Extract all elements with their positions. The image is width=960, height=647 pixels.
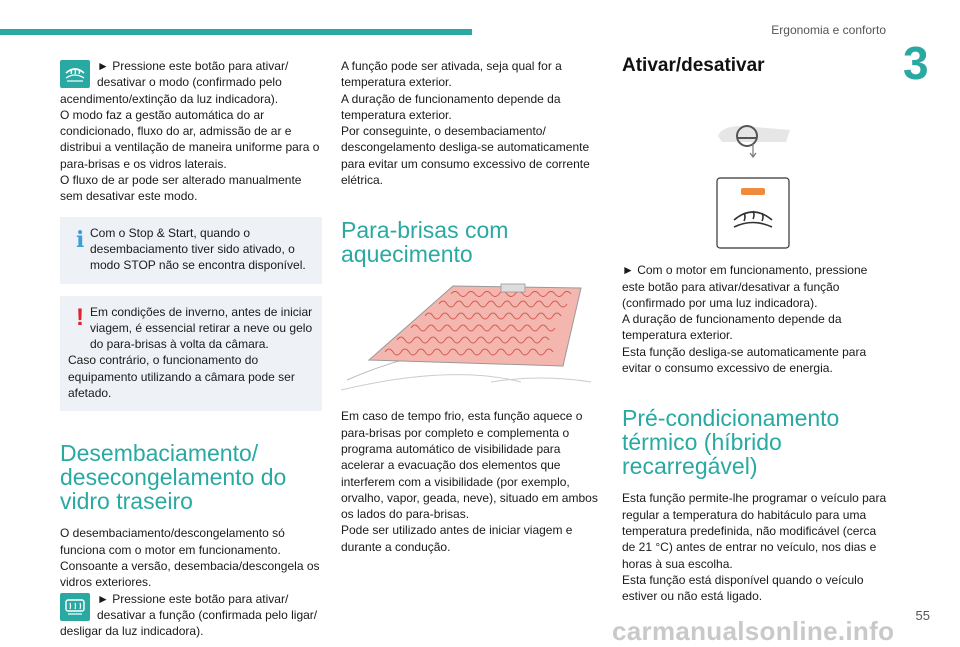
info-note [60,217,322,284]
section-heading: Para-brisas com aquecimento [341,217,509,268]
body-text: A duração de funcionamento depende da temperatura exterior. [341,91,561,122]
body-text: A duração de funcionamento depende da temperatura exterior. [622,312,842,343]
body-text: Esta função permite-lhe programar o veículo para regular a temperatura do habitáculo para uma temperatura predefinida, não modificável (cerca de 21 °C) antes de entrar no veículo, nos dias e horas à sua escolha. [622,491,887,571]
column-1 [60,58,322,639]
warning-note-text: Em condições de inverno, antes de iniciar viagem, é essencial retirar a neve ou gelo do para-brisas à volta da câmara. [90,304,313,352]
watermark: carmanualsonline.info [612,616,895,646]
section-heading: Desembaciamento/ desecongelamento do vidro traseiro [60,440,287,515]
info-note-text: Com o Stop & Start, quando o desembaciamento tiver sido ativado, o modo STOP não se encontra disponível. [90,225,306,273]
section-heading: Pré-condicionamento térmico (híbrido recarregável) [622,405,840,480]
body-text: Consoante a versão, desembacia/descongela os vidros exteriores. [60,558,320,590]
body-text: Por conseguinte, o desembaciamento/ descongelamento desliga-se automaticamente para evitar um consumo excessivo de corrente elétrica. [341,124,590,188]
info-icon: i [76,226,85,253]
section-heading: Ativar/desativar [622,55,765,76]
body-text: Esta função desliga-se automaticamente para evitar o consumo excessivo de energia. [622,344,867,376]
chapter-number: 3 [903,37,929,89]
column-3 [622,55,890,604]
page-number: 55 [915,608,930,623]
body-text: Esta função está disponível quando o veículo estiver ou não está ligado. [622,572,864,604]
body-text: A função pode ser ativada, seja qual for a temperatura exterior. [341,59,562,90]
intro-button-text: ► Pressione este botão para ativar/ desativar o modo (confirmado pelo acendimento/extinção da luz indicadora). [60,59,289,106]
rear-window-defrost-icon [60,593,90,621]
steering-wheel-icon [718,126,790,157]
body-text: ► Com o motor em funcionamento, pressione este botão para ativar/desativar a função (confirmado por uma luz indicadora). [622,263,868,310]
dashboard-button-illustration [622,92,890,252]
intro-line: O modo faz a gestão automática do ar condicionado, fluxo do ar, admissão de ar e distribui a ventilação de maneira uniforme para o para-brisas e os vidros laterais. [60,107,320,171]
button-text: ► Pressione este botão para ativar/ desativar a função (confirmada pelo ligar/ desligar da luz indicadora). [60,591,318,639]
column-2 [341,58,603,555]
windshield-defrost-icon [60,60,90,88]
warning-note [60,296,322,412]
warning-note-text: Caso contrário, o funcionamento do equipamento utilizando a câmara pode ser afetado. [68,353,295,401]
body-text: Em caso de tempo frio, esta função aquece o para-brisas por completo e complementa o programa automático de visibilidade para acelerar a evacuação dos elementos que interferem com a visibilidade (por exemplo, orvalho, vapor, geada, neve), situado em ambos os lados do para-brisas. [341,409,598,522]
section-title: Ergonomia e conforto [771,23,886,37]
intro-line: O fluxo de ar pode ser alterado manualmente sem desativar este modo. [60,173,302,204]
body-text: O desembaciamento/descongelamento só funciona com o motor em funcionamento. [60,526,285,557]
heated-windshield-illustration [341,278,603,394]
body-text: Pode ser utilizado antes de iniciar viagem e durante a condução. [341,523,573,554]
header-accent-bar [0,29,472,35]
warning-icon: ! [76,303,84,331]
